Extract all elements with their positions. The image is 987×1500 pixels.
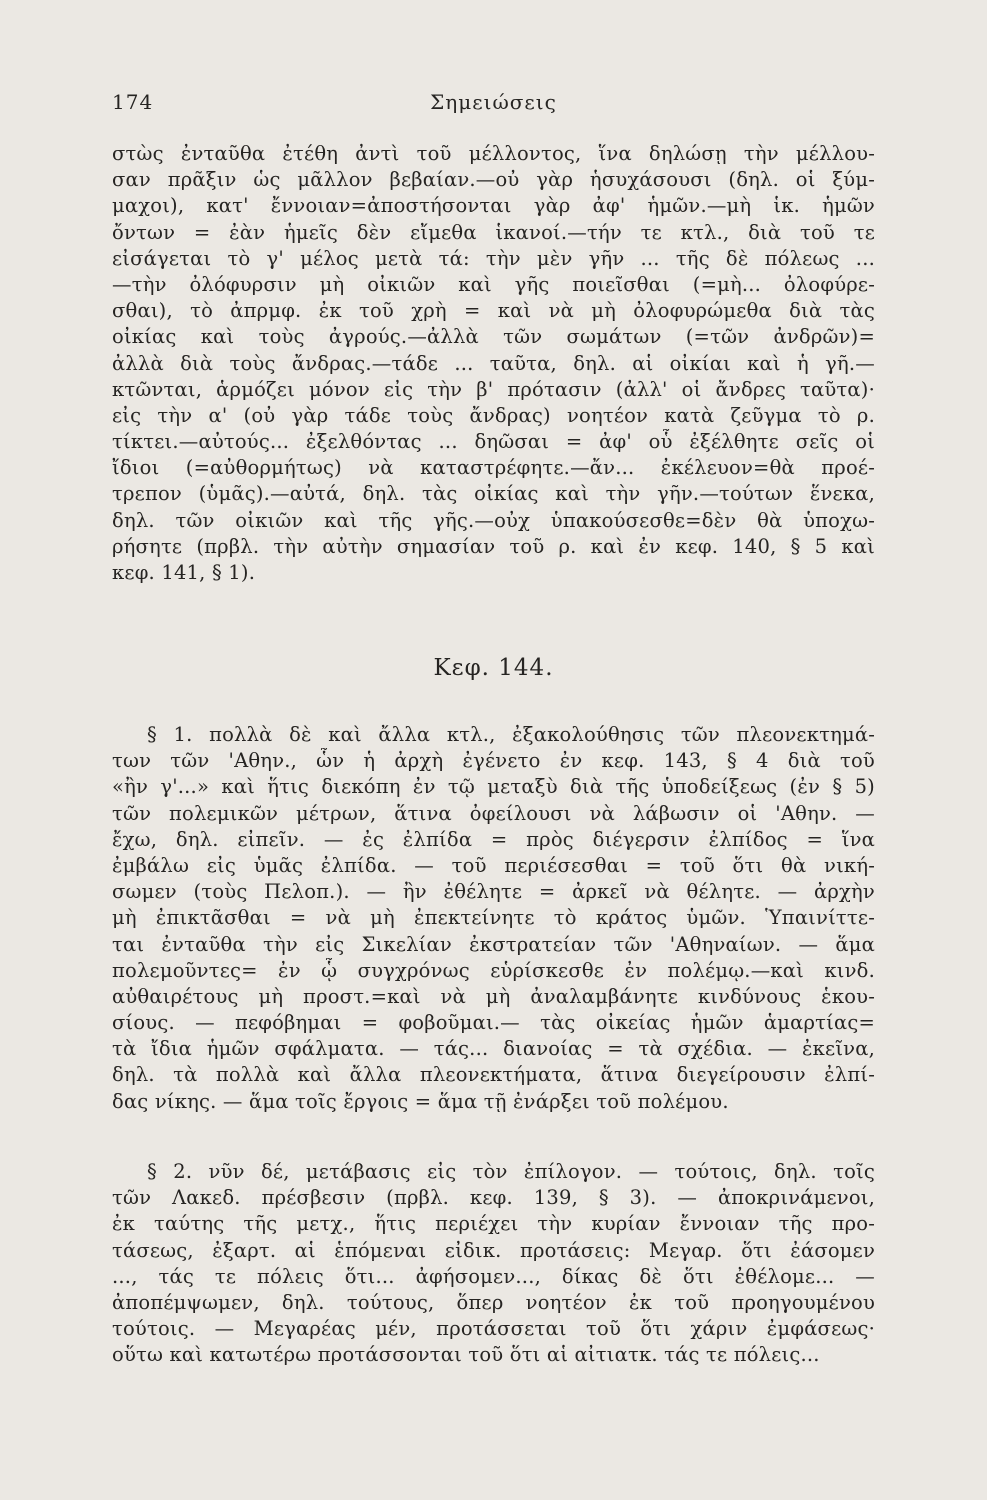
text-line: τῶν Λακεδ. πρέσβεσιν (πρβλ. κεφ. 139, § 3). — ἀποκρινάμενοι,: [112, 1186, 875, 1210]
text-line: δηλ. τῶν οἰκιῶν καὶ τῆς γῆς.—οὐχ ὑπακούσεσθε=δὲν θὰ ὑποχω-: [112, 508, 875, 532]
text-line: εἰσάγεται τὸ γ' μέλος μετὰ τά: τὴν μὲν γῆν ... τῆς δὲ πόλεως ...: [112, 246, 875, 270]
text-line: ἔχω, δηλ. εἰπεῖν. — ἐς ἐλπίδα = πρὸς διέγερσιν ἐλπίδος = ἵνα: [112, 827, 875, 851]
text-line: αὐθαιρέτους μὴ προστ.=καὶ νὰ μὴ ἀναλαμβάνητε κινδύνους ἑκου-: [112, 984, 875, 1008]
text-line: ρήσητε (πρβλ. τὴν αὐτὴν σημασίαν τοῦ ρ. καὶ ἐν κεφ. 140, § 5 καὶ: [112, 534, 875, 558]
section-1-paragraph: [112, 722, 875, 1115]
text-line: σίους. — πεφόβημαι = φοβοῦμαι.— τὰς οἰκείας ἡμῶν ἁμαρτίας=: [112, 1011, 875, 1035]
text-line: μὴ ἐπικτᾶσθαι = νὰ μὴ ἐπεκτείνητε τὸ κράτος ὑμῶν. Ὑπαινίττε-: [112, 906, 875, 930]
text-line: κτῶνται, ἁρμόζει μόνον εἰς τὴν β' πρότασιν (ἀλλ' οἱ ἄνδρες ταῦτα)·: [112, 377, 875, 401]
text-line: δηλ. τὰ πολλὰ καὶ ἄλλα πλεονεκτήματα, ἅτινα διεγείρουσιν ἐλπί-: [112, 1063, 875, 1087]
text-line: των τῶν 'Αθην., ὧν ἡ ἀρχὴ ἐγένετο ἐν κεφ. 143, § 4 διὰ τοῦ: [112, 749, 875, 773]
text-line: οὕτω καὶ κατωτέρω προτάσσονται τοῦ ὅτι αἱ αἰτιατκ. τάς τε πόλεις...: [112, 1343, 820, 1367]
running-head: Σημειώσεις: [430, 90, 557, 114]
text-line: τρεπον (ὑμᾶς).—αὐτά, δηλ. τὰς οἰκίας καὶ τὴν γῆν.—τούτων ἕνεκα,: [112, 482, 875, 506]
text-line: ..., τάς τε πόλεις ὅτι... ἀφήσομεν..., δίκας δὲ ὅτι ἐθέλομε... —: [112, 1264, 875, 1288]
text-line: § 2. νῦν δέ, μετάβασις εἰς τὸν ἐπίλογον. — τούτοις, δηλ. τοῖς: [147, 1160, 875, 1183]
text-line: μαχοι), κατ' ἔννοιαν=ἀποστήσονται γὰρ ἀφ' ἡμῶν.—μὴ ἱκ. ἡμῶν: [112, 194, 875, 218]
text-line: οἰκίας καὶ τοὺς ἀγρούς.—ἀλλὰ τῶν σωμάτων (=τῶν ἀνδρῶν)=: [112, 325, 875, 349]
text-line: ται ἐνταῦθα τὴν εἰς Σικελίαν ἐκστρατείαν τῶν 'Αθηναίων. — ἅμα: [112, 932, 875, 956]
text-line: ὄντων = ἐὰν ἡμεῖς δὲν εἴμεθα ἱκανοί.—τήν τε κτλ., διὰ τοῦ τε: [112, 220, 875, 244]
text-line: τὰ ἴδια ἡμῶν σφάλματα. — τάς... διανοίας = τὰ σχέδια. — ἐκεῖνα,: [112, 1037, 875, 1061]
page-number: 174: [112, 90, 154, 114]
section-2-paragraph: [112, 1159, 875, 1369]
notes-continued-paragraph: [112, 141, 875, 586]
text-line: ἀποπέμψωμεν, δηλ. τούτους, ὅπερ νοητέον ἐκ τοῦ προηγουμένου: [112, 1290, 875, 1314]
text-line: ἴδιοι (=αὐθορμήτως) νὰ καταστρέφητε.—ἄν... ἐκέλευον=θὰ προέ-: [112, 456, 875, 480]
text-line: «ἢν γ'...» καὶ ἥτις διεκόπη ἐν τῷ μεταξὺ διὰ τῆς ὑποδείξεως (ἐν § 5): [112, 775, 875, 799]
text-line: § 1. πολλὰ δὲ καὶ ἄλλα κτλ., ἐξακολούθησις τῶν πλεονεκτημά-: [147, 723, 875, 746]
text-line: τούτοις. — Μεγαρέας μέν, προτάσσεται τοῦ ὅτι χάριν ἐμφάσεως·: [112, 1317, 875, 1341]
text-line: —τὴν ὀλόφυρσιν μὴ οἰκιῶν καὶ γῆς ποιεῖσθαι (=μὴ... ὀλοφύρε-: [112, 272, 875, 296]
text-line: δας νίκης. — ἅμα τοῖς ἔργοις = ἅμα τῇ ἐνάρξει τοῦ πολέμου.: [112, 1089, 729, 1113]
text-line: εἰς τὴν α' (οὐ γὰρ τάδε τοὺς ἄνδρας) νοητέον κατὰ ζεῦγμα τὸ ρ.: [112, 403, 875, 427]
page-header: [112, 90, 875, 120]
text-line: στὼς ἐνταῦθα ἐτέθη ἀντὶ τοῦ μέλλοντος, ἵνα δηλώσῃ τὴν μέλλου-: [112, 142, 875, 165]
text-line: πολεμοῦντες= ἐν ᾧ συγχρόνως εὑρίσκεσθε ἐν πολέμῳ.—καὶ κινδ.: [112, 958, 875, 982]
text-line: ἐμβάλω εἰς ὑμᾶς ἐλπίδα. — τοῦ περιέσεσθαι = τοῦ ὅτι θὰ νική-: [112, 853, 875, 877]
chapter-heading: Κεφ. 144.: [433, 655, 554, 681]
text-line: κεφ. 141, § 1).: [112, 561, 256, 584]
text-line: τίκτει.—αὐτούς... ἐξελθόντας ... δηῶσαι = ἀφ' οὗ ἐξέλθητε σεῖς οἱ: [112, 430, 875, 454]
text-line: ἀλλὰ διὰ τοὺς ἄνδρας.—τάδε ... ταῦτα, δηλ. αἱ οἰκίαι καὶ ἡ γῆ.—: [112, 351, 875, 375]
text-line: σωμεν (τοὺς Πελοπ.). — ἢν ἐθέλητε = ἀρκεῖ νὰ θέλητε. — ἀρχὴν: [112, 880, 875, 904]
text-line: σαν πρᾶξιν ὡς μᾶλλον βεβαίαν.—οὐ γὰρ ἡσυχάσουσι (δηλ. οἱ ξύμ-: [112, 168, 875, 192]
text-line: τάσεως, ἐξαρτ. αἱ ἑπόμεναι εἰδικ. προτάσεις: Μεγαρ. ὅτι ἐάσομεν: [112, 1238, 875, 1262]
text-line: σθαι), τὸ ἀπρμφ. ἐκ τοῦ χρὴ = καὶ νὰ μὴ ὀλοφυρώμεθα διὰ τὰς: [112, 299, 875, 323]
text-line: ἐκ ταύτης τῆς μετχ., ἥτις περιέχει τὴν κυρίαν ἔννοιαν τῆς προ-: [112, 1212, 875, 1236]
text-line: τῶν πολεμικῶν μέτρων, ἅτινα ὀφείλουσι νὰ λάβωσιν οἱ 'Αθην. —: [112, 801, 875, 825]
